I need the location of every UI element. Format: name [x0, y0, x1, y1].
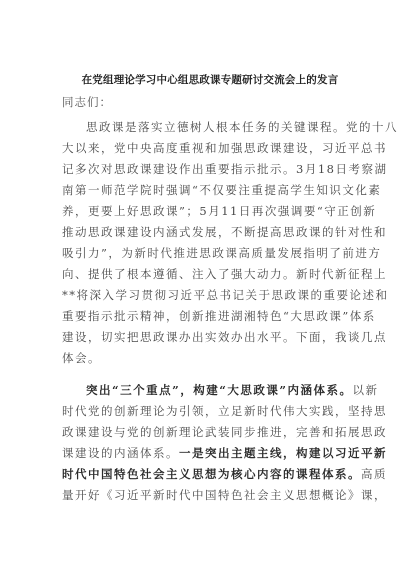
paragraph-line: 向、提供了根本遵循、注入了强大动力。新时代新征程上: [62, 267, 387, 281]
paragraph-line: 记多次对思政课建设作出重要指示批示。3月18日考察湖: [62, 162, 388, 176]
salutation: 同志们：: [62, 95, 112, 109]
paragraph-line: 建设，切实把思政课办出实效办出水平。下面，我谈几点: [62, 330, 387, 344]
paragraph-line: 时代党的创新理论为引领，立足新时代伟大实践，坚持思: [62, 404, 387, 418]
paragraph-line: 体会。: [62, 351, 101, 365]
paragraph-line: 吸引力”，为新时代推进思政课高质量发展指明了前进方: [62, 246, 382, 260]
point-one-tail: 高质: [361, 467, 387, 481]
section-heading: 突出“三个重点”，构建“大思政课”内涵体系。: [86, 383, 353, 397]
paragraph-line: [62, 464, 387, 485]
paragraph-line: 推动思政课建设内涵式发展，不断提高思政课的针对性和: [62, 225, 387, 239]
paragraph-intro: [62, 117, 398, 369]
paragraph-line: 重要指示批示精神，创新推进湖湘特色“大思政课”体系: [62, 309, 376, 323]
paragraph-line: [62, 443, 387, 464]
paragraph-line: 量开好《习近平新时代中国特色社会主义思想概论》课，: [62, 488, 387, 502]
paragraph-line: 大以来，党中央高度重视和加强思政课建设，习近平总书: [62, 141, 387, 155]
paragraph-section-one: [62, 380, 387, 506]
paragraph-text: 课建设的内涵体系。: [62, 446, 179, 460]
paragraph-line: 思政课是落实立德树人根本任务的关键课程。党的十八: [86, 120, 398, 134]
paragraph-line: 南第一师范学院时强调“不仅要注重提高学生知识文化素: [62, 183, 382, 197]
paragraph-line: **将深入学习贯彻习近平总书记关于思政课的重要论述和: [62, 288, 389, 302]
document-title: 在党组理论学习中心组思政课专题研讨交流会上的发言: [81, 74, 339, 86]
paragraph-line: [62, 380, 379, 401]
point-one-heading-continued: 时代中国特色社会主义思想为核心内容的课程体系。: [62, 467, 361, 481]
paragraph-line: 政课建设与党的创新理论武装同步推进，完善和拓展思政: [62, 425, 387, 439]
paragraph-line: 养，更要上好思政课”；5月11日再次强调要“守正创新: [62, 204, 377, 218]
point-one-heading: 一是突出主题主线，构建以习近平新: [179, 446, 387, 460]
section-heading-tail: 以新: [352, 383, 379, 397]
